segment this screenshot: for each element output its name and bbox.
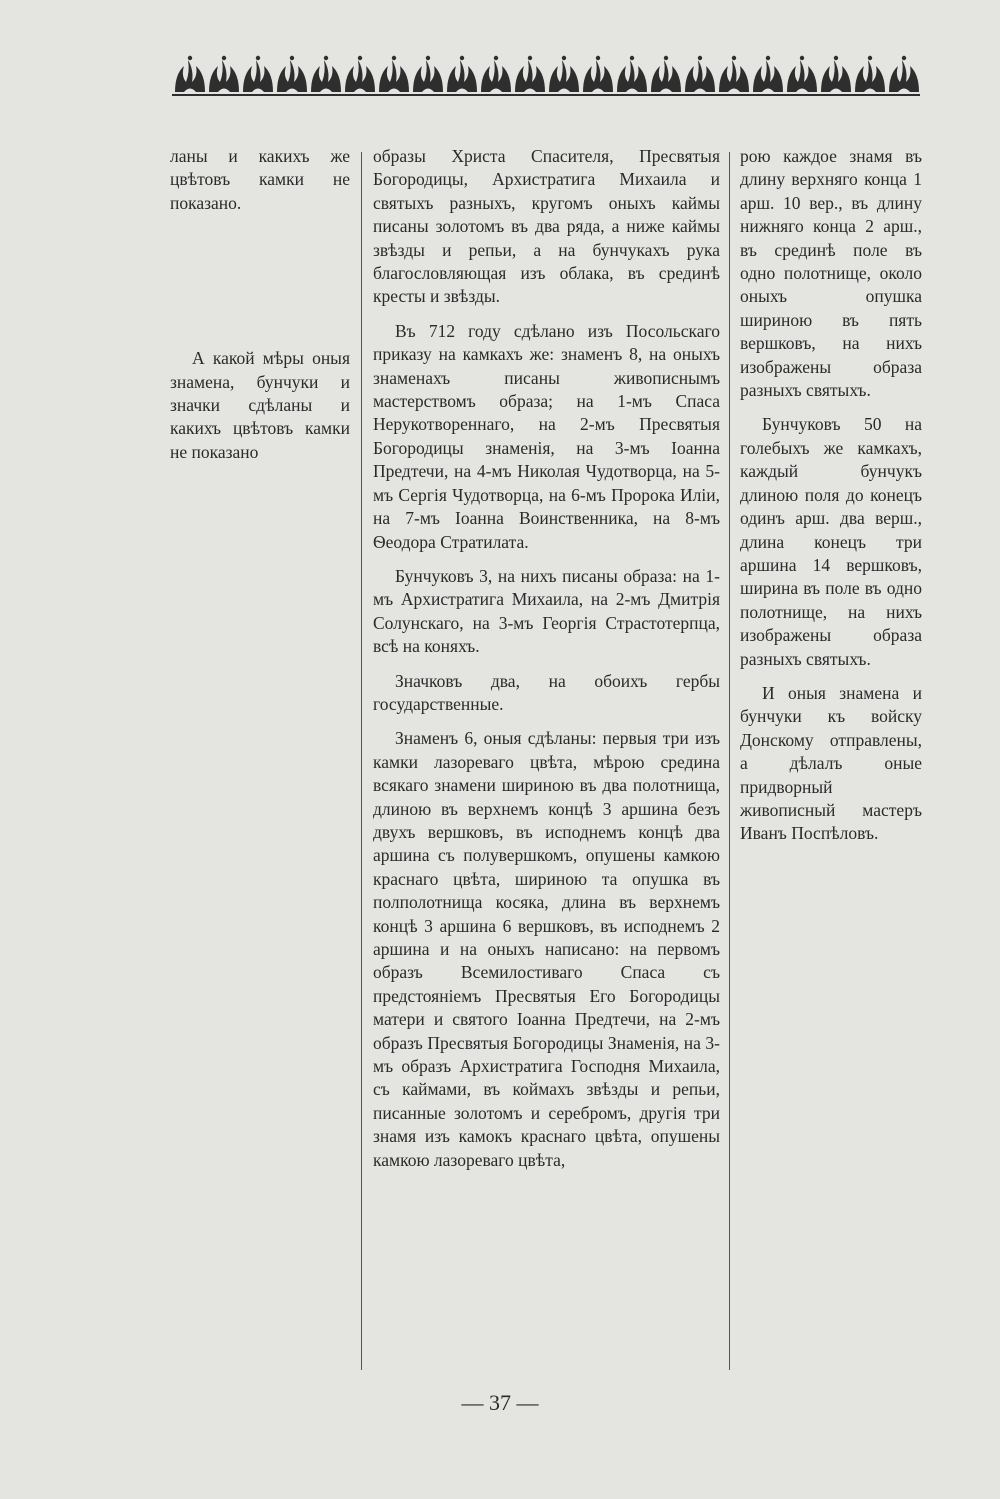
page-number: — 37 — [461, 1390, 539, 1415]
column-divider [361, 152, 362, 1370]
paragraph: Значковъ два, на обоихъ гербы государственные. [373, 670, 720, 714]
decorative-header-ornament [172, 52, 920, 100]
paragraph: Бунчуковъ 50 на голебыхъ же камкахъ, каждый бунчукъ длиною поля до конецъ одинъ арш. два верш., длина конецъ три аршина 14 вершковъ, ширина въ поле въ одно полотнище, на нихъ изображены образа разныхъ святыхъ. [740, 414, 922, 669]
main-text-column [373, 145, 720, 1183]
margin-notes-column [170, 145, 350, 475]
paragraph: Бунчуковъ 3, на нихъ писаны образа: на 1-мъ Архистратига Михаила, на 2-мъ Дмитрія Солунскаго, на 3-мъ Георгія Страстотерпца, всѣ на коняхъ. [373, 565, 720, 657]
paragraph: рою каждое знамя въ длину верхняго конца 1 арш. 10 вер., въ длину нижняго конца 2 арш., въ срединѣ поле въ одно полотнище, около оныхъ опушка шириною въ пять вершковъ, на нихъ изображены образа разныхъ святыхъ. [740, 146, 922, 401]
paragraph: Знаменъ 6, оныя сдѣланы: первыя три изъ камки лазореваго цвѣта, мѣрою средина всякаго знамени шириною въ два полотнища, длиною въ верхнемъ концѣ 3 аршина безъ двухъ вершковъ, въ исподнемъ концѣ два аршина съ полувершкомъ, опушены камкою краснаго цвѣта, шириною та опушка въ полполотнища косяка, длина въ верхнемъ концѣ 3 аршина 6 вершковъ, въ исподнемъ 2 аршина и на оныхъ написано: на первомъ образъ Всемилостиваго Спаса съ предстояніемъ Пресвятыя Его Богородицы матери и святого Іоанна Предтечи, на 2-мъ образъ Пресвятыя Богородицы Знаменія, на 3-мъ образъ Архистратига Господня Михаила, съ каймами, въ коймахъ звѣзды и репьи, писанные золотомъ и серебромъ, другія три знамя изъ камокъ краснаго цвѣта, опушены камкою лазореваго цвѣта, [373, 728, 720, 1170]
paragraph: Въ 712 году сдѣлано изъ Посольскаго приказу на камкахъ же: знаменъ 8, на оныхъ знаменахъ писаны живописнымъ мастерствомъ образа; на 1-мъ Спаса Нерукотвореннаго, на 2-мъ Пресвятыя Богородицы знаменія, на 3-мъ Іоанна Предтечи, на 4-мъ Николая Чудотворца, на 5-мъ Сергія Чудотворца, на 6-мъ Пророка Иліи, на 7-мъ Іоанна Воинственника, на 8-мъ Ѳеодора Стратилата. [373, 320, 720, 552]
right-text-column [740, 145, 922, 857]
paragraph: образы Христа Спасителя, Пресвятыя Богородицы, Архистратига Михаила и святыхъ разныхъ, кругомъ оныхъ каймы писаны золотомъ въ два ряда, а ниже каймы звѣзды и репьи, а на бунчукахъ рука благословляющая изъ облака, въ срединѣ кресты и звѣзды. [373, 146, 720, 307]
margin-note: А какой мѣры оныя знамена, бунчуки и значки сдѣланы и какихъ цвѣтовъ камки не показано [170, 348, 350, 462]
paragraph: И оныя знамена и бунчуки къ войску Донскому отправлены, а дѣлалъ оные придворный живописный мастеръ Иванъ Поспѣловъ. [740, 682, 922, 844]
column-divider [729, 152, 730, 1370]
margin-note: ланы и какихъ же цвѣтовъ камки не показано. [170, 146, 350, 213]
